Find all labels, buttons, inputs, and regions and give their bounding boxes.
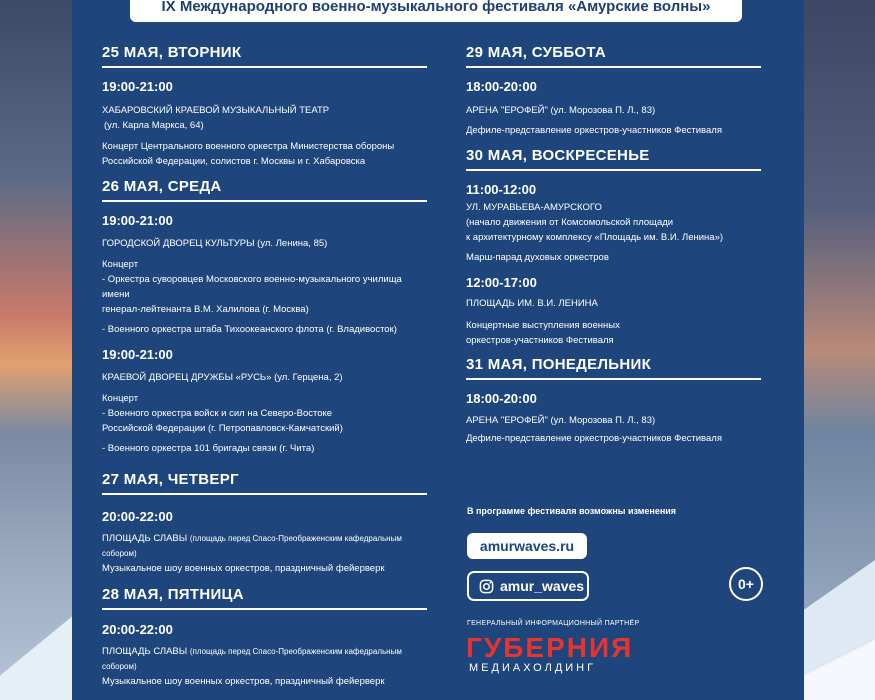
instagram-icon (479, 579, 494, 594)
event-venue (102, 644, 427, 674)
instagram-link[interactable] (467, 571, 589, 601)
event-desc: Концерт Центрального военного оркестра Министерства обороны (102, 141, 395, 152)
day-header: 31 МАЯ, ПОНЕДЕЛЬНИК (466, 356, 761, 380)
event-venue: УЛ. МУРАВЬЕВА-АМУРСКОГО (466, 202, 602, 213)
event-desc: Концерт (102, 259, 139, 270)
festival-banner: IX Международного военно-музыкального фестиваля «Амурские волны» (130, 0, 742, 22)
event-venue: КРАЕВОЙ ДВОРЕЦ ДРУЖБЫ «РУСЬ» (ул. Герцена, 2) (102, 372, 343, 383)
day-header: 30 МАЯ, ВОСКРЕСЕНЬЕ (466, 147, 761, 171)
event-desc: - Военного оркестра 101 бригады связи (г. Чита) (102, 443, 315, 454)
event-venue (102, 531, 427, 561)
day-header: 29 МАЯ, СУББОТА (466, 44, 761, 68)
event-time: 19:00-21:00 (102, 213, 173, 228)
event-time: 18:00-20:00 (466, 79, 537, 94)
partner-logo: ГУБЕРНИЯ (466, 632, 634, 663)
event-desc: Российской Федерации, солистов г. Москвы и г. Хабаровска (102, 156, 366, 167)
venue-name: ПЛОЩАДЬ СЛАВЫ (102, 533, 188, 544)
event-desc: Концерт (102, 393, 139, 404)
event-desc: Музыкальное шоу военных оркестров, праздничный фейерверк (102, 676, 385, 687)
event-address: (ул. Карла Маркса, 64) (104, 120, 204, 131)
venue-note: (площадь перед Спасо-Преображенским кафедральным собором) (102, 534, 402, 558)
event-time: 11:00-12:00 (466, 182, 537, 197)
event-desc: генерал-лейтенанта В.М. Халилова (г. Москва) (102, 304, 309, 315)
event-desc: Марш-парад духовых оркестров (466, 252, 609, 263)
event-time: 18:00-20:00 (466, 391, 537, 406)
event-desc: Дефиле-представление оркестров-участников Фестиваля (466, 433, 722, 444)
day-header: 28 МАЯ, ПЯТНИЦА (102, 586, 427, 610)
day-header: 25 МАЯ, ВТОРНИК (102, 44, 427, 68)
event-desc: к архитектурному комплексу «Площадь им. В.И. Ленина») (466, 232, 724, 243)
event-time: 19:00-21:00 (102, 79, 173, 94)
venue-name: ПЛОЩАДЬ СЛАВЫ (102, 646, 188, 657)
event-time: 20:00-22:00 (102, 509, 173, 524)
right-column (466, 44, 761, 446)
event-time: 20:00-22:00 (102, 622, 173, 637)
event-desc: - Военного оркестра войск и сил на Северо-Востоке (102, 408, 333, 419)
instagram-handle: amur_waves (500, 578, 585, 594)
event-desc: Дефиле-представление оркестров-участников Фестиваля (466, 125, 722, 136)
event-desc: - Военного оркестра штаба Тихоокеанского флота (г. Владивосток) (102, 324, 397, 335)
partner-logo-sub: МЕДИАХОЛДИНГ (469, 662, 597, 674)
event-venue: ХАБАРОВСКИЙ КРАЕВОЙ МУЗЫКАЛЬНЫЙ ТЕАТР (102, 105, 330, 116)
event-venue: ПЛОЩАДЬ ИМ. В.И. ЛЕНИНА (466, 298, 598, 309)
left-column (102, 44, 427, 689)
event-venue: ГОРОДСКОЙ ДВОРЕЦ КУЛЬТУРЫ (ул. Ленина, 85) (102, 238, 328, 249)
program-note: В программе фестиваля возможны изменения (467, 506, 677, 516)
event-desc: оркестров-участников Фестиваля (466, 335, 614, 346)
day-header: 26 МАЯ, СРЕДА (102, 178, 427, 202)
day-header: 27 МАЯ, ЧЕТВЕРГ (102, 471, 427, 495)
event-venue: АРЕНА "ЕРОФЕЙ" (ул. Морозова П. Л., 83) (466, 415, 656, 426)
event-desc: Российской Федерации (г. Петропавловск-Камчатский) (102, 423, 343, 434)
event-desc: (начало движения от Комсомольской площади (466, 217, 674, 228)
venue-note: (площадь перед Спасо-Преображенским кафедральным собором) (102, 647, 402, 671)
event-desc: - Оркестра суворовцев Московского военно-музыкального училища имени (102, 274, 402, 300)
age-rating-badge: 0+ (729, 567, 763, 601)
event-desc: Концертные выступления военных (466, 320, 620, 331)
event-venue: АРЕНА "ЕРОФЕЙ" (ул. Морозова П. Л., 83) (466, 105, 656, 116)
event-desc: Музыкальное шоу военных оркестров, праздничный фейерверк (102, 563, 385, 574)
website-link[interactable]: amurwaves.ru (467, 533, 587, 559)
event-time: 19:00-21:00 (102, 347, 173, 362)
event-time: 12:00-17:00 (466, 275, 537, 290)
partner-label: ГЕНЕРАЛЬНЫЙ ИНФОРМАЦИОННЫЙ ПАРТНЁР (467, 620, 640, 627)
